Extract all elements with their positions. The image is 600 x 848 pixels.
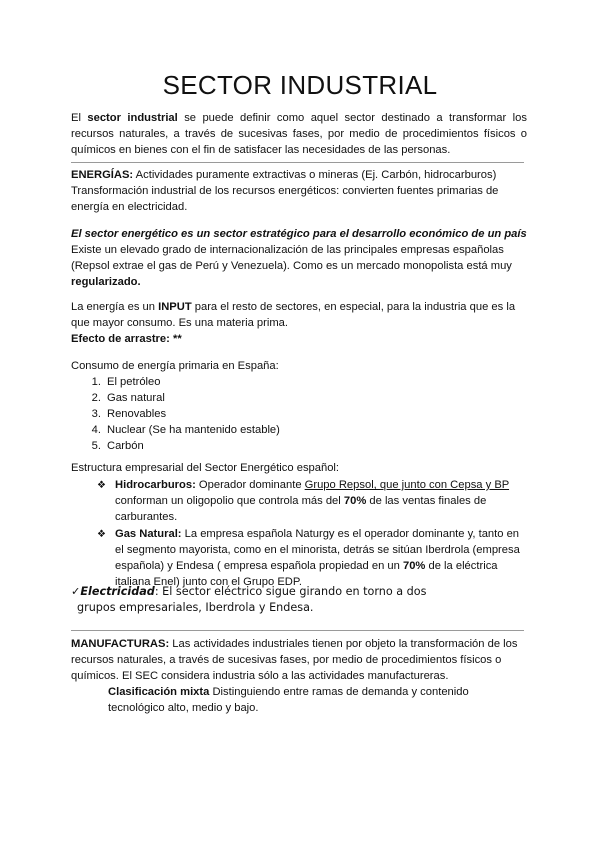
- estructura-heading: Estructura empresarial del Sector Energético español:: [71, 462, 340, 474]
- effect-line: Efecto de arrastre: **: [71, 333, 182, 345]
- list-item: [87, 406, 527, 422]
- list-number: 5.: [91, 440, 101, 452]
- strategic-section: [71, 226, 527, 290]
- hidro-label: Hidrocarburos:: [115, 479, 196, 491]
- list-text: Nuclear (Se ha mantenido estable): [107, 424, 280, 436]
- check-icon: ✓: [71, 585, 81, 598]
- gas-pct: 70%: [402, 560, 426, 572]
- electricidad-line1-rest: : El sector eléctrico sigue girando en torno a dos: [154, 585, 427, 598]
- gas-pre: La empresa española Naturgy es el operador dominante y, tanto en el segmento mayorista, como en el minorista, detrás se sitúan Iberdrola (empresa española) y Endesa ( empresa española propiedad en un: [115, 528, 520, 572]
- electricidad-line1: [71, 584, 471, 600]
- list-item: [87, 390, 527, 406]
- electricidad-note: [71, 584, 471, 616]
- diamond-bullet-icon: ❖: [97, 480, 106, 491]
- intro-term: sector industrial: [87, 112, 178, 124]
- energias-line2: Transformación industrial de los recursos energéticos: convierten fuentes primarias de energía en electricidad.: [71, 185, 499, 213]
- gas-label: Gas Natural:: [115, 528, 182, 540]
- consumo-list: [87, 374, 527, 454]
- input-pre: La energía es un: [71, 301, 159, 313]
- gas-natural-item: [71, 526, 527, 590]
- energias-line1: [71, 167, 527, 183]
- list-text: El petróleo: [107, 376, 161, 388]
- list-text: Gas natural: [107, 392, 165, 404]
- hidro-pre: Operador dominante: [195, 479, 305, 491]
- list-text: Renovables: [107, 408, 167, 420]
- hidrocarburos-item: [71, 477, 527, 525]
- input-section: [71, 299, 527, 347]
- strategic-body: [71, 242, 527, 290]
- clasificacion-paragraph: [71, 684, 527, 716]
- manufacturas-section: [71, 636, 527, 716]
- manufacturas-paragraph: [71, 636, 527, 684]
- hidro-mid: conforman un oligopolio que controla más del: [115, 495, 344, 507]
- manufacturas-body: Las actividades industriales tienen por objeto la transformación de los recursos naturales, a través de sucesivas fases, por medio de procedimientos físicos o químicos. El SEC considera industria sólo a las actividades manufactureras.: [71, 638, 518, 682]
- consumo-heading: Consumo de energía primaria en España:: [71, 360, 279, 372]
- estructura-section: [71, 460, 527, 591]
- intro-paragraph: [71, 110, 527, 158]
- intro-pre: El: [71, 112, 88, 124]
- energias-line1-text: Actividades puramente extractivas o mineras (Ej. Carbón, hidrocarburos): [133, 169, 497, 181]
- strategic-body-text: Existe un elevado grado de internacionalización de las principales empresas españolas (Repsol extrae el gas de Perú y Venezuela). Como es un mercado monopolista está muy: [71, 244, 512, 272]
- hidro-underlined: Grupo Repsol, que junto con Cepsa y BP: [304, 479, 510, 491]
- page-title: SECTOR INDUSTRIAL: [162, 70, 438, 100]
- consumo-section: [71, 358, 527, 454]
- energias-label: ENERGÍAS:: [71, 169, 134, 181]
- input-paragraph: [71, 299, 527, 331]
- list-text: Carbón: [107, 440, 144, 452]
- list-number: 3.: [91, 408, 101, 420]
- list-number: 1.: [91, 376, 101, 388]
- intro-post: se puede definir como aquel sector destinado a transformar los recursos naturales, a través de sucesivas fases, por medio de procedimientos físicos o químicos en bienes con el fin de satisfacer las necesidades de las personas.: [71, 112, 527, 156]
- gas-post: de la eléctrica italiana Enel) junto con el Grupo EDP.: [115, 560, 498, 588]
- manufacturas-label: MANUFACTURAS:: [71, 638, 170, 650]
- diamond-bullet-icon: ❖: [97, 529, 106, 540]
- hidro-post: de las ventas finales de carburantes.: [115, 495, 487, 523]
- list-item: [87, 374, 527, 390]
- list-number: 4.: [91, 424, 101, 436]
- list-item: [87, 422, 527, 438]
- divider: [71, 630, 524, 631]
- input-post: para el resto de sectores, en especial, para la industria que es la que mayor consumo. Es una materia prima.: [71, 301, 516, 329]
- list-item: [87, 438, 527, 454]
- clasificacion-body: Distinguiendo entre ramas de demanda y contenido tecnológico alto, medio y bajo.: [108, 686, 469, 714]
- electricidad-label: Electricidad: [80, 585, 155, 598]
- list-number: 2.: [91, 392, 101, 404]
- energias-section: [71, 167, 527, 215]
- input-term: INPUT: [158, 301, 192, 313]
- clasificacion-label: Clasificación mixta: [108, 686, 210, 698]
- strategic-heading: El sector energético es un sector estratégico para el desarrollo económico de un país: [71, 228, 527, 240]
- divider: [71, 162, 524, 163]
- hidro-pct: 70%: [343, 495, 367, 507]
- electricidad-line2: grupos empresariales, Iberdrola y Endesa.: [77, 601, 314, 614]
- strategic-bold-end: regularizado.: [71, 276, 141, 288]
